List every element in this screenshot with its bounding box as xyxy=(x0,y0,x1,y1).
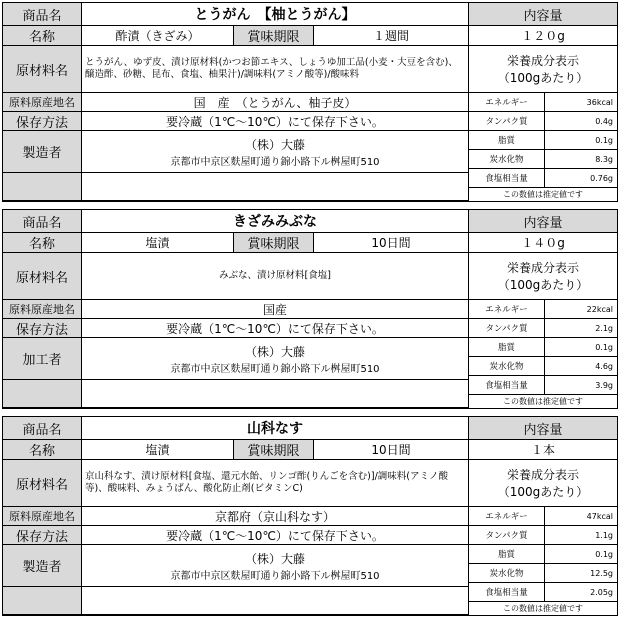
content-value: １４０g xyxy=(469,233,617,253)
content-label: 内容量 xyxy=(469,3,617,26)
nutrition-name: 炭水化物 xyxy=(469,357,545,376)
storage-label: 保存方法 xyxy=(3,526,82,545)
maker-value xyxy=(82,338,469,380)
nutrition-title-text: 栄養成分表示 xyxy=(506,261,579,275)
nutrition-value: 47kcal xyxy=(545,507,617,526)
nutrition-name: 炭水化物 xyxy=(469,564,545,583)
nutrition-name: エネルギー xyxy=(469,300,545,319)
maker-address: 京都市中京区麩屋町通り錦小路下ル桝屋町510 xyxy=(170,156,380,168)
kind-value: 酢漬（きざみ） xyxy=(82,26,234,46)
storage-value: 要冷蔵（1℃～10℃）にて保存下さい。 xyxy=(82,112,469,131)
maker-name: （株）大藤 xyxy=(244,551,305,566)
product-name-label: 商品名 xyxy=(3,210,82,233)
origin-value: 国 産 （とうがん、柚子皮） xyxy=(82,93,469,112)
nutrition-name: 脂質 xyxy=(469,338,545,357)
kind-value: 塩漬 xyxy=(82,233,234,253)
best-before-value: 10日間 xyxy=(314,233,469,253)
ingredients-value: 京山科なす、漬け原材料[食塩、還元水飴、リンゴ酢(りんごを含む)]/調味料(アミノ酸等)、酸味料、みょうばん、酸化防止剤(ビタミンC) xyxy=(82,460,469,507)
blank-value-cell xyxy=(82,173,469,201)
nutrition-unit-text: （100gあたり） xyxy=(497,71,589,85)
nutrition-note: この数値は推定値です xyxy=(503,397,583,406)
maker-label: 加工者 xyxy=(3,338,82,380)
origin-label: 原料原産地名 xyxy=(3,93,82,112)
storage-value: 要冷蔵（1℃～10℃）にて保存下さい。 xyxy=(82,526,469,545)
best-before-label: 賞味期限 xyxy=(234,233,314,253)
product-label-2 xyxy=(2,209,618,409)
kind-label: 名称 xyxy=(3,233,82,253)
blank-label-cell xyxy=(3,173,82,201)
product-name-value: とうがん 【柚とうがん】 xyxy=(82,3,469,26)
nutrition-title-text: 栄養成分表示 xyxy=(506,54,579,68)
origin-value: 京都府（京山科なす） xyxy=(82,507,469,526)
product-name-value: きざみみぶな xyxy=(82,210,469,233)
nutrition-value: 3.9g xyxy=(545,376,617,395)
nutrition-name: タンパク質 xyxy=(469,526,545,545)
nutrition-name: 炭水化物 xyxy=(469,150,545,169)
nutrition-name: タンパク質 xyxy=(469,112,545,131)
nutrition-name: タンパク質 xyxy=(469,319,545,338)
maker-label: 製造者 xyxy=(3,131,82,173)
nutrition-value: 8.3g xyxy=(545,150,617,169)
ingredients-label: 原材料名 xyxy=(3,253,82,300)
nutrition-name: 脂質 xyxy=(469,545,545,564)
maker-value xyxy=(82,131,469,173)
nutrition-value: 2.05g xyxy=(545,583,617,602)
product-name-label: 商品名 xyxy=(3,3,82,26)
nutrition-name: 食塩相当量 xyxy=(469,583,545,602)
nutrition-value: 4.6g xyxy=(545,357,617,376)
maker-address: 京都市中京区麩屋町通り錦小路下ル桝屋町510 xyxy=(170,363,380,375)
nutrition-title xyxy=(469,460,617,507)
blank-label-cell xyxy=(3,587,82,615)
ingredients-label: 原材料名 xyxy=(3,46,82,93)
nutrition-unit-text: （100gあたり） xyxy=(497,485,589,499)
nutrition-value: 0.1g xyxy=(545,131,617,150)
product-name-value: 山科なす xyxy=(82,417,469,440)
nutrition-note: この数値は推定値です xyxy=(503,604,583,613)
nutrition-value: 0.76g xyxy=(545,169,617,188)
storage-label: 保存方法 xyxy=(3,319,82,338)
nutrition-name: 食塩相当量 xyxy=(469,376,545,395)
product-label-3 xyxy=(2,416,618,616)
nutrition-value: 0.1g xyxy=(545,545,617,564)
content-label: 内容量 xyxy=(469,210,617,233)
nutrition-title-text: 栄養成分表示 xyxy=(506,468,579,482)
nutrition-value: 2.1g xyxy=(545,319,617,338)
kind-label: 名称 xyxy=(3,440,82,460)
origin-value: 国産 xyxy=(82,300,469,319)
kind-value: 塩漬 xyxy=(82,440,234,460)
origin-label: 原料原産地名 xyxy=(3,507,82,526)
kind-label: 名称 xyxy=(3,26,82,46)
maker-value xyxy=(82,545,469,587)
maker-name: （株）大藤 xyxy=(244,344,305,359)
nutrition-name: 食塩相当量 xyxy=(469,169,545,188)
ingredients-value: とうがん、ゆず皮、漬け原材料(かつお節エキス、しょうゆ加工品(小麦・大豆を含む)、醸造酢、砂糖、昆布、食塩、柚果汁)/調味料(アミノ酸等)/酸味料 xyxy=(82,46,469,93)
content-label: 内容量 xyxy=(469,417,617,440)
nutrition-name: エネルギー xyxy=(469,507,545,526)
nutrition-value: 22kcal xyxy=(545,300,617,319)
content-value: １本 xyxy=(469,440,617,460)
best-before-value: １週間 xyxy=(314,26,469,46)
ingredients-label: 原材料名 xyxy=(3,460,82,507)
nutrition-unit-text: （100gあたり） xyxy=(497,278,589,292)
nutrition-name: エネルギー xyxy=(469,93,545,112)
blank-value-cell xyxy=(82,380,469,408)
maker-name: （株）大藤 xyxy=(244,137,305,152)
maker-address: 京都市中京区麩屋町通り錦小路下ル桝屋町510 xyxy=(170,570,380,582)
nutrition-note: この数値は推定値です xyxy=(503,190,583,199)
nutrition-value: 12.5g xyxy=(545,564,617,583)
product-label-1 xyxy=(2,2,618,202)
nutrition-title xyxy=(469,46,617,93)
nutrition-value: 1.1g xyxy=(545,526,617,545)
maker-label: 製造者 xyxy=(3,545,82,587)
storage-value: 要冷蔵（1℃～10℃）にて保存下さい。 xyxy=(82,319,469,338)
nutrition-title xyxy=(469,253,617,300)
product-name-label: 商品名 xyxy=(3,417,82,440)
nutrition-name: 脂質 xyxy=(469,131,545,150)
nutrition-value: 0.1g xyxy=(545,338,617,357)
best-before-label: 賞味期限 xyxy=(234,26,314,46)
content-value: １２０g xyxy=(469,26,617,46)
ingredients-value: みぶな、漬け原材料[食塩] xyxy=(82,253,469,300)
blank-label-cell xyxy=(3,380,82,408)
nutrition-value: 0.4g xyxy=(545,112,617,131)
storage-label: 保存方法 xyxy=(3,112,82,131)
nutrition-value: 36kcal xyxy=(545,93,617,112)
best-before-label: 賞味期限 xyxy=(234,440,314,460)
blank-value-cell xyxy=(82,587,469,615)
origin-label: 原料原産地名 xyxy=(3,300,82,319)
best-before-value: 10日間 xyxy=(314,440,469,460)
